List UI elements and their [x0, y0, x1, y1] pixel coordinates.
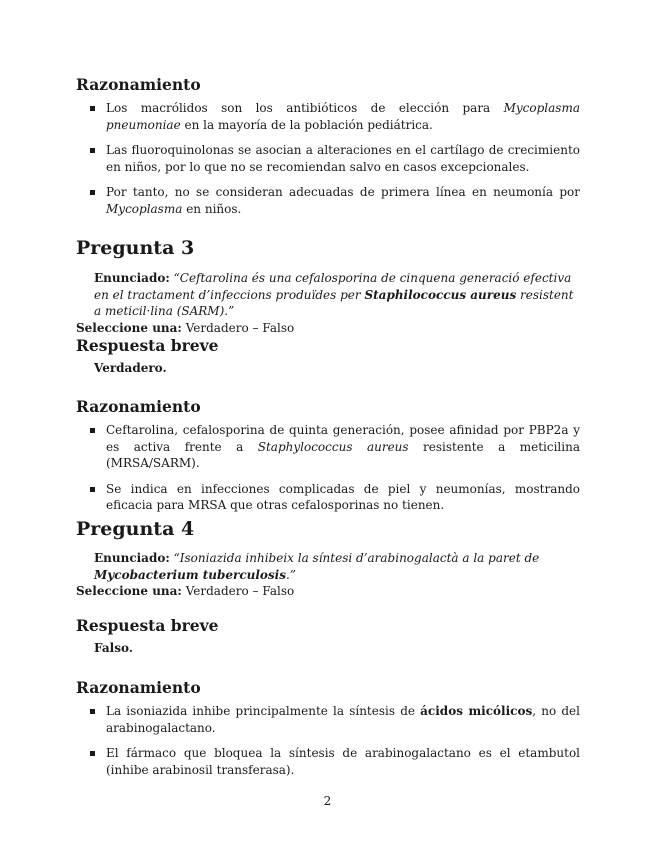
- enunciado-paragraph: [76, 270, 580, 336]
- bullet-list: [76, 422, 580, 523]
- bullet-list: [76, 703, 580, 787]
- text-run: Las fluoroquinolonas se asocian a alteraciones en el cartílago de crecimiento en niños, por lo que no se recomiendan salvo en casos excepcionales.: [106, 143, 580, 174]
- select-options: Verdadero – Falso: [185, 584, 295, 598]
- enunciado-label: Enunciado:: [94, 551, 170, 565]
- question-title: Pregunta 3: [76, 237, 195, 259]
- bullet-square-icon: [90, 106, 95, 111]
- bullet-square-icon: [90, 751, 95, 756]
- bullet-square-icon: [90, 487, 95, 492]
- text-run: resistent a meticil·lina (SARM).”: [94, 287, 574, 318]
- enunciado-paragraph: [76, 550, 580, 600]
- text-run: Se indica en infecciones complicadas de piel y neumonías, mostrando eficacia para MRSA que otras cefalosporinas no tienen.: [106, 481, 580, 512]
- bullet-item: [76, 184, 580, 217]
- select-label: Seleccione una:: [76, 320, 182, 335]
- text-run: .”: [285, 567, 296, 582]
- bullet-list: [76, 100, 580, 226]
- text-run: resistente a meticilina (MRSA/SARM).: [106, 439, 580, 470]
- text-run: en la mayoría de la población pediátrica.: [180, 117, 433, 132]
- short-answer: Falso.: [94, 641, 133, 655]
- bullet-item: [76, 703, 580, 736]
- text-run: en niños.: [182, 201, 242, 216]
- bullet-item: [76, 142, 580, 175]
- enunciado-label: Enunciado:: [94, 271, 170, 285]
- short-answer: Verdadero.: [94, 361, 167, 375]
- bullet-item: [76, 481, 580, 514]
- page-number: 2: [323, 794, 332, 808]
- select-options: Verdadero – Falso: [185, 320, 295, 335]
- bullet-item: [76, 100, 580, 133]
- text-run: “Ceftarolina és una cefalosporina de cinquena generació efectiva en el tractament d’infeccions produïdes per: [94, 271, 572, 302]
- bullet-square-icon: [90, 190, 95, 195]
- text-run: La isoniazida inhibe principalmente la síntesis de: [106, 704, 421, 718]
- text-run: Mycoplasma pneumoniae: [106, 101, 580, 132]
- section-heading-respuesta-breve: Respuesta breve: [76, 336, 219, 355]
- bullet-square-icon: [90, 148, 95, 153]
- bullet-square-icon: [90, 709, 95, 714]
- text-run: Staphylococcus aureus: [257, 439, 409, 454]
- section-heading-razonamiento: Razonamiento: [76, 397, 201, 416]
- text-run: “Isoniazida inhibeix la síntesi d’arabinogalactà a la paret de: [173, 551, 540, 565]
- text-run: Staphilococcus aureus: [364, 287, 517, 302]
- section-heading-razonamiento: Razonamiento: [76, 75, 201, 94]
- text-run: Por tanto, no se consideran adecuadas de primera línea en neumonía por: [106, 185, 580, 199]
- section-heading-razonamiento: Razonamiento: [76, 678, 201, 697]
- text-run: ácidos micólicos: [420, 704, 533, 718]
- bullet-item: [76, 745, 580, 778]
- text-run: Ceftarolina, cefalosporina de quinta generación, posee afinidad por PBP2a y es activa frente a: [106, 423, 580, 454]
- section-heading-respuesta-breve: Respuesta breve: [76, 616, 219, 635]
- bullet-item: [76, 422, 580, 472]
- text-run: El fármaco que bloquea la síntesis de arabinogalactano es el etambutol (inhibe arabinosil transferasa).: [106, 746, 580, 777]
- text-run: , no del arabinogalactano.: [106, 704, 580, 735]
- question-title: Pregunta 4: [76, 518, 195, 540]
- text-run: Los macrólidos son los antibióticos de elección para: [106, 101, 504, 115]
- select-label: Seleccione una:: [76, 584, 182, 598]
- text-run: Mycoplasma: [106, 201, 183, 216]
- text-run: Mycobacterium tuberculosis: [94, 567, 286, 582]
- bullet-square-icon: [90, 428, 95, 433]
